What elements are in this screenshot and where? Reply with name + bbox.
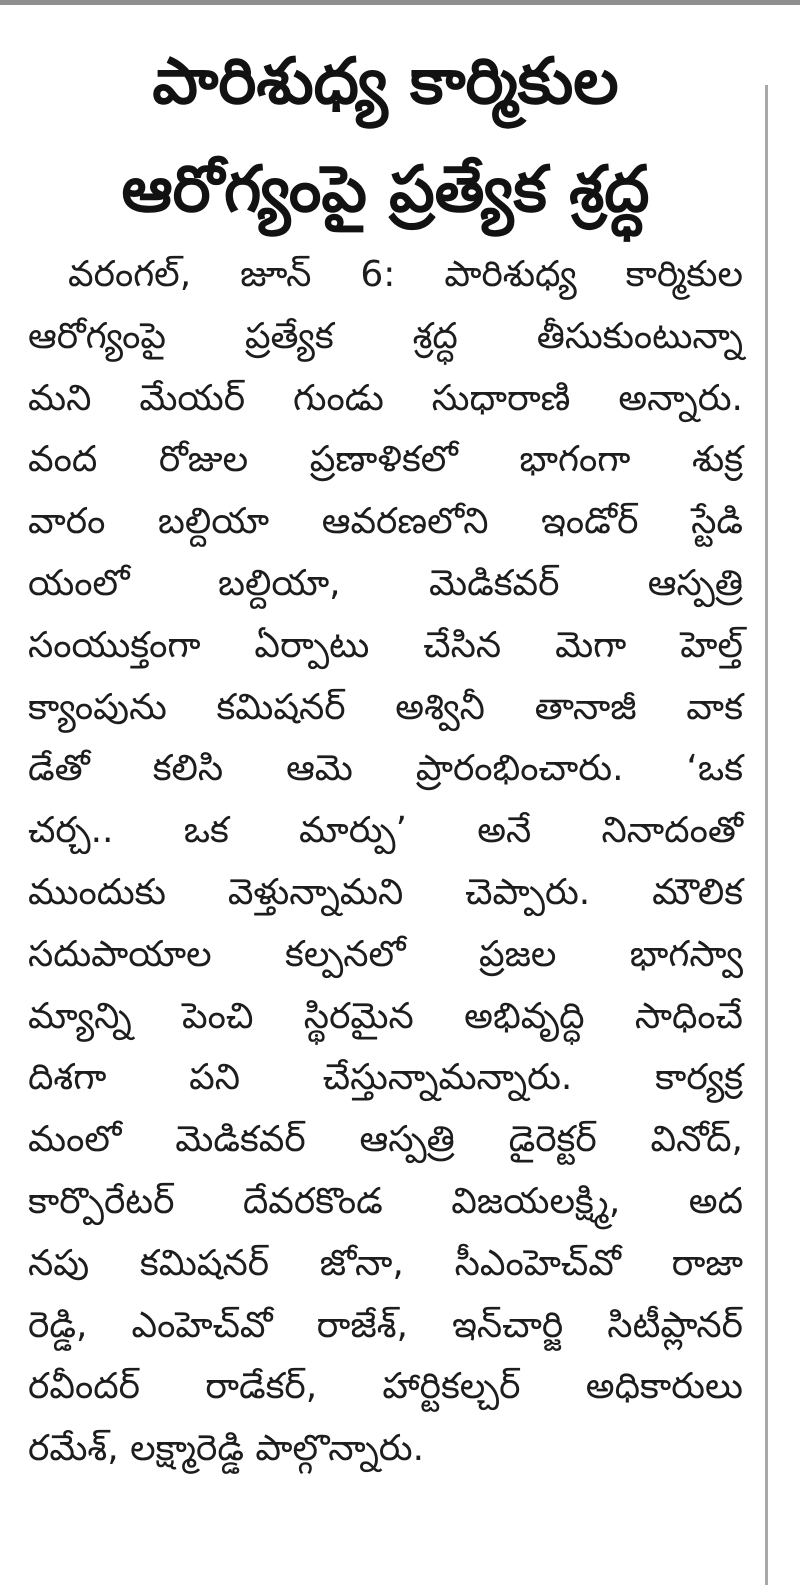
body-line: రెడ్డి, ఎంహెచ్‌వో రాజేశ్, ఇన్‌చార్జి సిటీప్లానర్ — [28, 1304, 743, 1346]
body-line: సదుపాయాల కల్పనలో ప్రజల భాగస్వా — [28, 933, 743, 975]
article-body — [28, 244, 743, 1480]
article-headline — [28, 28, 743, 244]
body-line: క్యాంపును కమిషనర్ అశ్వినీ తానాజీ వాక — [28, 686, 743, 728]
body-line: మ్యాన్ని పెంచి స్థిరమైన అభివృద్ధి సాధించే — [28, 995, 743, 1037]
body-line: ముందుకు వెళ్తున్నామని చెప్పారు. మౌలిక — [28, 871, 743, 913]
body-line: నపు కమిషనర్ జోనా, సీఎంహెచ్‌వో రాజా — [28, 1242, 743, 1284]
news-article — [28, 28, 743, 1480]
headline-line-1: పారిశుధ్య కార్మికుల — [152, 45, 619, 119]
body-line: వారం బల్దియా ఆవరణలోని ఇండోర్ స్టేడి — [28, 501, 743, 543]
body-line: రమేశ్, లక్ష్మారెడ్డి పాల్గొన్నారు. — [28, 1428, 425, 1470]
body-line: ఆరోగ్యంపై ప్రత్యేక శ్రద్ధ తీసుకుంటున్నా — [28, 315, 743, 357]
body-line: వరంగల్, జూన్ 6: పారిశుధ్య కార్మికుల — [68, 254, 743, 295]
body-line: కార్పొరేటర్ దేవరకొండ విజయలక్ష్మి, అద — [28, 1180, 743, 1222]
body-line: యంలో బల్దియా, మెడికవర్ ఆస్పత్రి — [28, 562, 743, 604]
headline-line-2: ఆరోగ్యంపై ప్రత్యేక శ్రద్ధ — [121, 153, 650, 227]
top-border-rule — [0, 0, 800, 5]
body-line: రవీందర్ రాడేకర్, హార్టికల్చర్ అధికారులు — [28, 1366, 743, 1408]
body-line: వంద రోజుల ప్రణాళికలో భాగంగా శుక్ర — [28, 439, 743, 481]
body-line: సంయుక్తంగా ఏర్పాటు చేసిన మెగా హెల్త్ — [28, 624, 743, 666]
body-line: డేతో కలిసి ఆమె ప్రారంభించారు. ‘ఒక — [28, 748, 743, 790]
column-divider — [765, 85, 768, 1585]
body-line: మని మేయర్ గుండు సుధారాణి అన్నారు. — [28, 377, 743, 419]
body-line: మంలో మెడికవర్ ఆస్పత్రి డైరెక్టర్ వినోద్, — [28, 1119, 743, 1161]
body-line: దిశగా పని చేస్తున్నామన్నారు. కార్యక్ర — [28, 1057, 743, 1099]
body-line: చర్చ.. ఒక మార్పు’ అనే నినాదంతో — [28, 810, 743, 852]
